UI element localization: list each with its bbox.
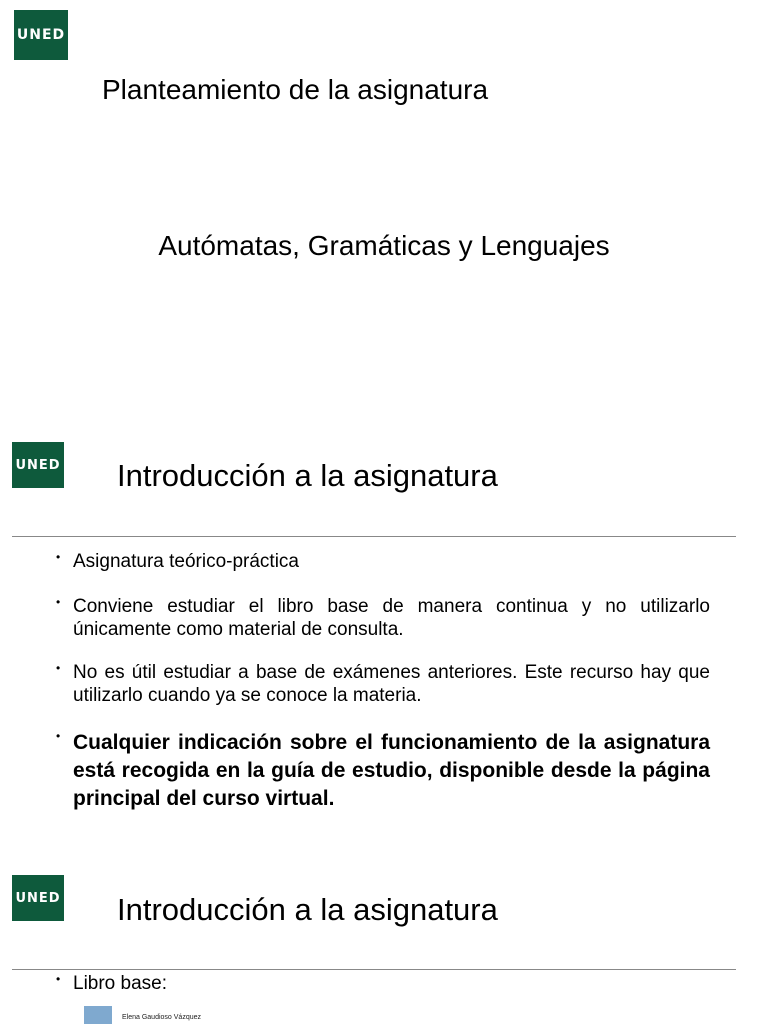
- slide1-title: Planteamiento de la asignatura: [102, 74, 489, 105]
- book-cover-image: [84, 1006, 112, 1024]
- book-author: Elena Gaudioso Vázquez: [122, 1014, 201, 1021]
- bullet: •: [56, 595, 61, 609]
- bullet: •: [56, 729, 61, 743]
- bullet-text: Libro base:: [73, 973, 168, 994]
- divider: [12, 969, 736, 970]
- bullet-text-bold: Cualquier indicación sobre el funcionamiento de la asignatura está recogida en la guía de estudio, disponible desde la página principal del curso virtual.: [73, 731, 710, 810]
- uned-logo: UNED: [14, 10, 68, 60]
- bullet-text: Conviene estudiar el libro base de manera continua y no utilizarlo únicamente como material de consulta.: [73, 596, 710, 640]
- slide2-title: Introducción a la asignatura: [117, 458, 498, 493]
- slide1-subtitle: Autómatas, Gramáticas y Lenguajes: [158, 230, 610, 261]
- bullet: •: [56, 550, 61, 564]
- list-item: [56, 972, 710, 995]
- bullet-text: No es útil estudiar a base de exámenes anteriores. Este recurso hay que utilizarlo cuando ya se conoce la materia.: [73, 662, 710, 706]
- uned-logo: UNED: [12, 875, 64, 921]
- list-item: [56, 661, 710, 707]
- list-item: [56, 550, 710, 573]
- list-item: [56, 729, 710, 813]
- bullet-text: Asignatura teórico-práctica: [73, 551, 299, 572]
- divider: [12, 536, 736, 537]
- slide3-title: Introducción a la asignatura: [117, 892, 498, 927]
- uned-logo: UNED: [12, 442, 64, 488]
- bullet: •: [56, 972, 61, 986]
- list-item: [56, 595, 710, 641]
- bullet: •: [56, 661, 61, 675]
